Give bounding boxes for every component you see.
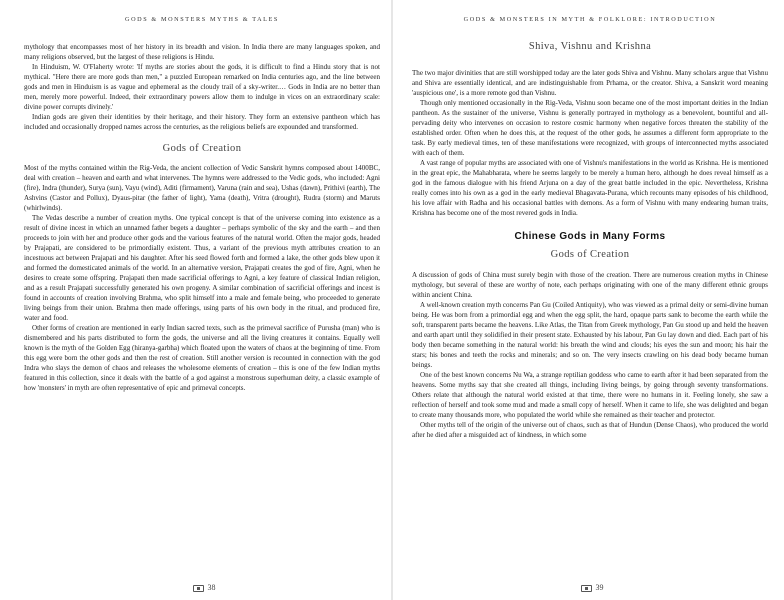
gutter — [391, 0, 393, 600]
running-head: GODS & MONSTERS IN MYTH & FOLKLORE: INTRODUCTION — [463, 16, 717, 23]
paragraph: Other myths tell of the origin of the universe out of chaos, such as that of Hundun (Dense Chaos), who produced the world after he died after a misguided act of kindness, in which some — [412, 421, 768, 439]
page-body — [412, 42, 768, 440]
folio-number: 39 — [595, 583, 604, 592]
right-page — [412, 0, 768, 600]
paragraph: The two major divinities that are still worshipped today are the later gods Shiva and Vishnu. Many scholars argue that Vishnu and Shiva are essentially identical, and are indistinguishable from Prhama, or the creator. Shiva, a Sanskrit word meaning 'auspicious one', is a more remote god than Vishnu. — [412, 69, 768, 97]
page-number — [24, 583, 380, 592]
chapter-heading: Chinese Gods in Many Forms — [514, 231, 666, 242]
paragraph: Though only mentioned occasionally in the Rig-Veda, Vishnu soon became one of the most important deities in the Indian pantheon. As the sustainer of the universe, Vishnu is generally portrayed in mythology as a benevolent, bountiful and all-pervading deity who intervenes on occasion to restore cosmic harmony when negative forces threaten the stability of the established order. Often when he does this, at the request of the other gods, he assumes a different form appropriate to the task. By early medieval times, ten of these manifestations were recognized, with groups of interconnected myths associated with each of them. — [412, 99, 768, 157]
section-heading: Gods of Creation — [550, 249, 630, 260]
page-body — [24, 42, 380, 393]
paragraph: Indian gods are given their identities by their heritage, and their history. They form an extensive pantheon which has included and occasionally dropped names across the centuries, as the religious beliefs are expounded and transformed. — [24, 113, 380, 131]
running-head: GODS & MONSTERS MYTHS & TALES — [125, 16, 279, 23]
paragraph: A discussion of gods of China must surely begin with those of the creation. There are numerous creation myths in Chinese mythology, but several of these are worthy of note, each perhaps originating with one of the many different ethnic groups within ancient China. — [412, 271, 768, 299]
paragraph: mythology that encompasses most of her history in its breadth and vision. In India there are many languages spoken, and many religions observed, but the largest of these religions is Hindu. — [24, 43, 380, 61]
paragraph: The Vedas describe a number of creation myths. One typical concept is that of the universe coming into existence as a result of divine incest in which an unnamed father begets a daughter – perhaps symbolic of the sky and the earth – and then proceeds to join with her and produce other gods and the various features of the natural world. Often the major gods, headed by Prajapati, are considered to be primordially existent. Thus, a variant of the previous myth attributes creation to an incestuous act between Prajapati and his daughter. After his seed flowed forth and formed a lake, the other gods blew upon it and formed the domesticated animals of the world. In an alternative version, Prajapati creates the god of fire, Agni, when he desires to create some offspring. Prajapati then made sacrificial offerings to Agni, a key feature of classical Indian religion, and as a result Prajapati successfully generated his own progeny. A similar combination of sacrificial offerings and incest is found in accounts of creation involving Brahma, who split himself into a male and female being, who proceeded to generate living beings from their union. Brahma then made offerings, using parts of his own body in the ritual, and produced fire, water and food. — [24, 214, 380, 322]
paragraph: In Hinduism, W. O'Flaherty wrote: 'If myths are stories about the gods, it is difficult to find a Hindu story that is not mythical. "Here there are more gods than men," a puzzled European remarked on India centuries ago, and the line between gods and men in Hinduism is as vague and ephemeral as the cloudy trail of a sky-writer.… Gods in India are no better than men, merely more powerful. Indeed, their extraordinary powers allow them to indulge in vices on an extraordinary scale: divine power corrupts divinely.' — [24, 63, 380, 111]
page-number — [412, 583, 768, 592]
section-heading: Gods of Creation — [162, 143, 242, 154]
paragraph: A well-known creation myth concerns Pan Gu (Coiled Antiquity), who was viewed as a primal deity or semi-divine human being. He was born from a primordial egg and when the egg split, the hard, opaque parts sank to become the earth while the soft, transparent parts became the heavens. Like Atlas, the Titan from Greek mythology, Pan Gu stood up and held the heaven and earth apart until they solidified in their present state. Exhausted by his labour, Pan Gu lay down and died. Each part of his body then became something in the natural world: his breath the wind and clouds; his eyes the sun and moon; his hair the stars; his bones and teeth the rocks and minerals; and so on. The very insects crawling on his dead body became human beings. — [412, 301, 768, 369]
paragraph: Most of the myths contained within the Rig-Veda, the ancient collection of Vedic Sanskrit hymns composed about 1400BC, deal with creation – heaven and earth and what intervenes. The hymns were addressed to the Vedic gods, who included: Agni (fire), Indra (thunder), Surya (sun), Vayu (wind), Aditi (firmament), Varuna (rain and sea), Ushas (dawn), Prithivi (earth), The Ashvins (Castor and Pollux), Dyaus-pitar (the father of light), Yama (death), Vritra (drought), Rudra (storm) and Maruts (whirlwinds). — [24, 164, 380, 212]
paragraph: One of the best known concerns Nu Wa, a strange reptilian goddess who came to earth after it had been separated from the heavens. Some myths say that she created all things, including living beings, by going through seventy transformations. Others relate that although the natural world existed at that time, there were no humans in it. Feeling lonely, she saw a reflection of herself and took some mud and made a small copy of herself. When it came to life, she was delighted and began to create many thousands more, who populated the world while she remained as their teacher and protector. — [412, 371, 768, 419]
folio-number: 38 — [207, 583, 216, 592]
book-ornament-icon — [193, 585, 204, 592]
section-heading: Shiva, Vishnu and Krishna — [528, 41, 652, 52]
paragraph: Other forms of creation are mentioned in early Indian sacred texts, such as the primeval sacrifice of Purusha (man) who is dismembered and his parts distributed to form the gods, the universe and all the living creatures it contains. Equally well known is the myth of the Golden Egg (hiranya-garbha) which floated upon the waters of chaos at the beginning of time. From this egg were born the other gods and then the rest of creation. Still another version is recounted in connection with the god Indra who slays the demon of chaos and releases the wholesome elements of creation – this is one of the few Indian myths featured in this collection, since it deals with the battle of a god against a monstrous superhuman deity, a classic example of how 'monsters' in myth are often representative of epic and primeval concepts. — [24, 324, 380, 392]
book-ornament-icon — [581, 585, 592, 592]
paragraph: A vast range of popular myths are associated with one of Vishnu's manifestations in the world as Krishna. He is mentioned in the great epic, the Mahabharata, where he seems largely to be merely a human hero, although he does reveal himself as a god in the famous dialogue with his friend Arjuna on a day of the great battle included in the epic. Nevertheless, Krishna really comes into his own as a god in the early medieval Bhagavata-Purana, which recounts many episodes of his childhood, his love affair with Radha and his occasional battles with demons. As a form of Vishnu with many endearing human traits, Krishna has become one of the most revered gods in India. — [412, 159, 768, 217]
left-page — [24, 0, 380, 600]
